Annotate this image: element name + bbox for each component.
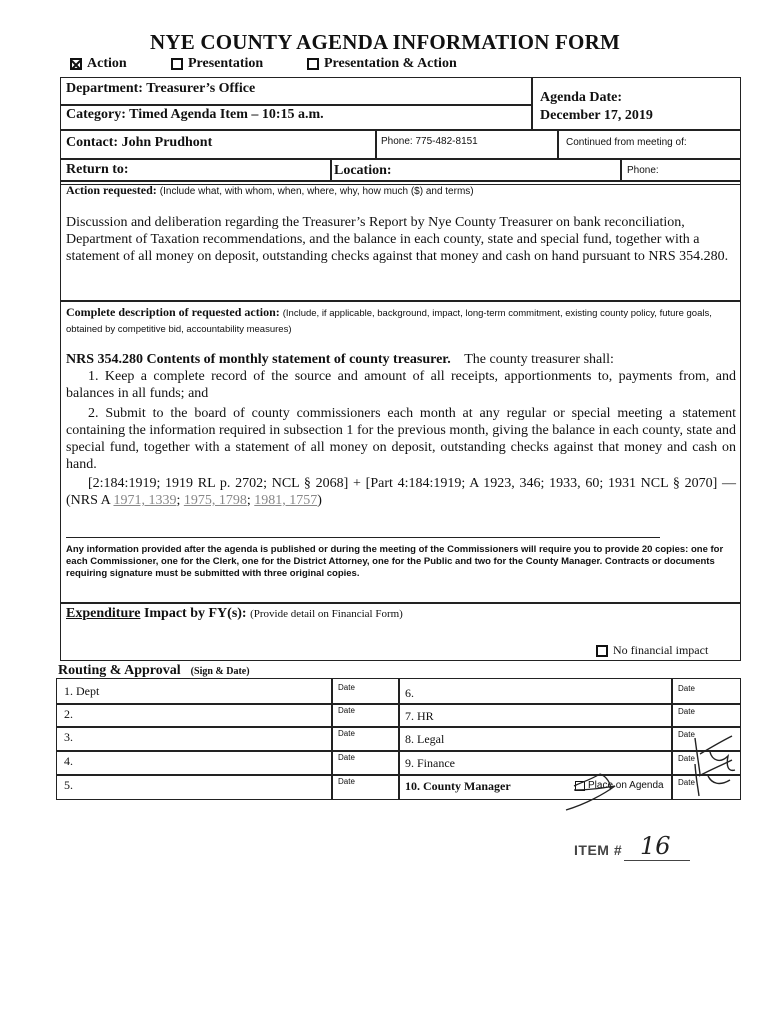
routing-row-1: 1. Dept bbox=[64, 684, 100, 698]
option-presentation-label: Presentation bbox=[188, 56, 264, 71]
checkbox-checked-icon[interactable] bbox=[70, 58, 82, 70]
action-requested-label: Action requested: bbox=[66, 183, 157, 197]
handwritten-signature bbox=[560, 724, 740, 824]
nrs-history bbox=[66, 475, 736, 509]
contact-field: Contact: John Prudhont bbox=[66, 135, 213, 150]
description-label: Complete description of requested action: bbox=[66, 305, 280, 319]
option-presentation-action[interactable] bbox=[307, 56, 457, 72]
nrs-heading-line bbox=[66, 351, 736, 368]
ref-link-1971[interactable]: 1971, 1339 bbox=[113, 493, 177, 508]
routing-row-9: 9. Finance bbox=[405, 756, 455, 770]
option-action[interactable] bbox=[70, 56, 127, 72]
item-number-line bbox=[624, 860, 690, 861]
action-requested-header bbox=[66, 183, 474, 198]
date-label: Date bbox=[338, 683, 355, 692]
routing-row-6: 6. bbox=[405, 686, 414, 700]
date-label: Date bbox=[678, 707, 695, 716]
ref-link-1975[interactable]: 1975, 1798 bbox=[183, 493, 247, 508]
routing-row-3: 3. bbox=[64, 730, 73, 744]
routing-row-10: 10. County Manager bbox=[405, 779, 511, 793]
ref-separator: ; bbox=[176, 493, 184, 508]
ref-separator: ; bbox=[246, 493, 255, 508]
nrs-heading: NRS 354.280 Contents of monthly statement of county treasurer. bbox=[66, 352, 451, 367]
date-label: Date bbox=[678, 730, 695, 739]
no-financial-impact-option[interactable] bbox=[596, 643, 708, 658]
expenditure-label: Expenditure bbox=[66, 606, 141, 621]
history-end: ) bbox=[317, 493, 322, 508]
return-to-field: Return to: bbox=[66, 162, 129, 177]
item-number-value: 16 bbox=[640, 832, 671, 860]
phone-field: Phone: 775-482-8151 bbox=[381, 136, 478, 147]
routing-row-5: 5. bbox=[64, 778, 73, 792]
routing-row-4: 4. bbox=[64, 754, 73, 768]
ref-link-1981[interactable]: 1981, 1757 bbox=[254, 493, 318, 508]
phone2-field: Phone: bbox=[627, 165, 659, 176]
date-label: Date bbox=[678, 684, 695, 693]
expenditure-header bbox=[66, 606, 403, 622]
option-presentation[interactable] bbox=[171, 56, 263, 72]
checkbox-icon[interactable] bbox=[307, 58, 319, 70]
location-field: Location: bbox=[334, 163, 392, 178]
nrs-intro: The county treasurer shall: bbox=[464, 352, 614, 367]
option-action-label: Action bbox=[87, 56, 127, 71]
agenda-date-label: Agenda Date: bbox=[540, 90, 623, 105]
nrs-item-2: 2. Submit to the board of county commissioners each month at any regular or special meeting a statement containing the information required in subsection 1 for the previous month, giving the balance in each county, state and special fund, together with a statement of all money on deposit, outstanding checks against that money and cash on hand. bbox=[66, 406, 736, 472]
notice-text: Any information provided after the agenda is published or during the meeting of the Commissioners will require you to provide 20 copies: one for each Commissioner, one for the Clerk, one for the District Attorney, one for the Public and two for the County Manager. Contracts or documents requiring signature must be submitted with three original copies. bbox=[66, 544, 724, 579]
checkbox-icon[interactable] bbox=[596, 645, 608, 657]
routing-label: Routing & Approval bbox=[58, 663, 181, 678]
description-hint: (Include, if applicable, background, impact, long-term commitment, existing county policy, future goals, obtained by competitive bid, accountability measures) bbox=[66, 308, 712, 335]
routing-row-2: 2. bbox=[64, 707, 73, 721]
routing-hint: (Sign & Date) bbox=[190, 666, 250, 677]
date-label: Date bbox=[678, 754, 695, 763]
date-label: Date bbox=[338, 729, 355, 738]
continued-field: Continued from meeting of: bbox=[566, 137, 687, 148]
item-number-label: ITEM # bbox=[574, 842, 623, 858]
no-financial-impact-label: No financial impact bbox=[613, 643, 709, 657]
date-label: Date bbox=[338, 777, 355, 786]
date-label: Date bbox=[338, 706, 355, 715]
routing-row-8: 8. Legal bbox=[405, 732, 445, 746]
expenditure-hint: (Provide detail on Financial Form) bbox=[250, 608, 403, 620]
nrs-item-1: 1. Keep a complete record of the source and amount of all receipts, apportionments to, payments from, and balances in all funds; and bbox=[66, 369, 736, 401]
divider bbox=[66, 537, 660, 538]
place-on-agenda-label: Place on Agenda bbox=[588, 780, 664, 791]
checkbox-icon[interactable] bbox=[171, 58, 183, 70]
expenditure-label-b: Impact by FY(s): bbox=[140, 606, 247, 621]
routing-row-7: 7. HR bbox=[405, 709, 434, 723]
description-header bbox=[66, 305, 736, 337]
action-requested-hint: (Include what, with whom, when, where, why, how much ($) and terms) bbox=[159, 186, 474, 197]
routing-header bbox=[58, 661, 250, 679]
action-requested-text: Discussion and deliberation regarding the Treasurer’s Report by Nye County Treasurer on bank reconciliation, Department of Taxation recommendations, and the balance in each county, state and special fund, together with a statement of all money on deposit, outstanding checks against that money and cash on hand pursuant to NRS 354.280. bbox=[66, 215, 729, 264]
form-title: NYE COUNTY AGENDA INFORMATION FORM bbox=[150, 30, 620, 54]
option-presentation-action-label: Presentation & Action bbox=[324, 56, 457, 71]
agenda-date-value: December 17, 2019 bbox=[540, 108, 653, 123]
category-field: Category: Timed Agenda Item – 10:15 a.m. bbox=[66, 107, 324, 122]
department-field: Department: Treasurer’s Office bbox=[66, 81, 256, 96]
date-label: Date bbox=[678, 778, 695, 787]
history-text: [2:184:1919; 1919 RL p. 2702; NCL § 2068] + [Part 4:184:1919; A 1923, 346; 1933, 60; 1931 NCL § 2070] — (NRS A bbox=[66, 476, 736, 508]
date-label: Date bbox=[338, 753, 355, 762]
